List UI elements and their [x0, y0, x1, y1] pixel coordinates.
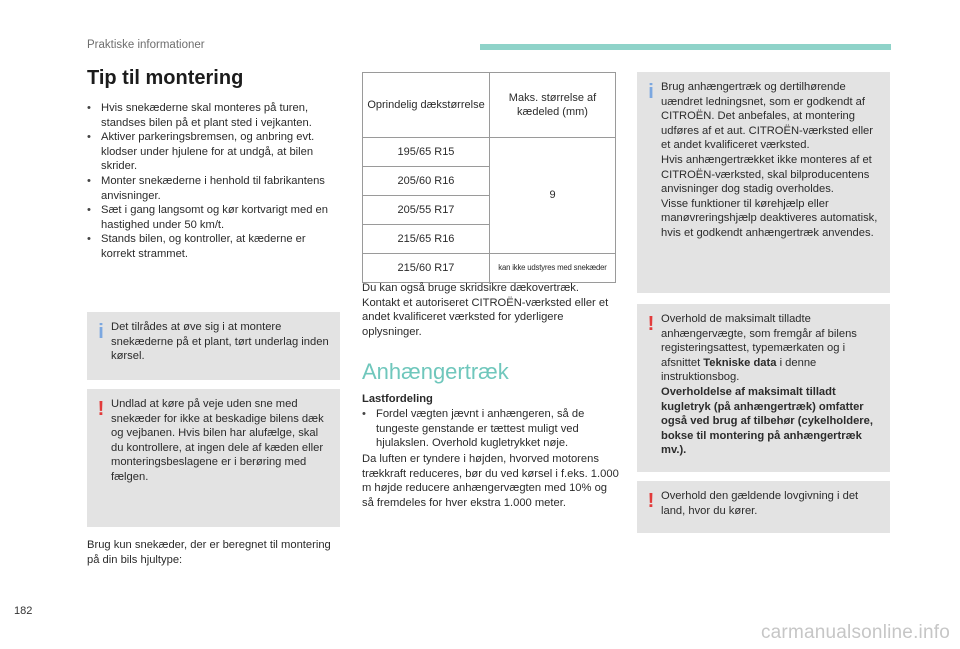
page-number: 182 — [14, 605, 33, 617]
info-icon: i — [98, 321, 104, 343]
altitude-text: Da luften er tyndere i højden, hvorved motorens trækkraft reduceres, bør du ved kørsel i f.eks. 1.000 m højde reducere anhængervægten med 10% og så fremdeles for hver ekstra 1.000 meter. — [362, 453, 619, 509]
warning-icon: ! — [647, 313, 655, 335]
warning-box-trailer-weights — [637, 304, 890, 472]
tire-size-cell: 205/60 R16 — [363, 167, 490, 196]
table-header-row — [363, 73, 616, 138]
list-item: • Monter snekæderne i henhold til fabrikantens anvisninger. — [87, 174, 325, 202]
warning-paragraph: Overhold de maksimalt tilladte anhængervægte, som fremgår af bilens registeringsattest, typemærkaten og i afsnittet Tekniske data i denne instruktionsbog. — [661, 313, 857, 384]
info-icon: i — [648, 81, 654, 103]
warning-box-text: Undlad at køre på veje uden sne med snekæder for ikke at beskadige bilens dæk og vejbanen. Hvis bilen har alufælge, skal du kontrollere, at ingen dele af kæden eller monteringsbeslagene er i berøring med fælgen. — [111, 398, 324, 483]
tire-size-cell: 215/65 R16 — [363, 225, 490, 254]
table-row — [363, 254, 616, 283]
section-header-label: Praktiske informationer — [87, 39, 205, 51]
list-item: • Sæt i gang langsomt og kør kortvarigt med en hastighed under 50 km/t. — [87, 204, 328, 231]
info-paragraph: Hvis anhængertrækket ikke monteres af et CITROËN-værksted, skal bilproducentens anvisninger dog stadig overholdes. — [661, 153, 872, 196]
mounting-steps-list — [87, 101, 342, 262]
section-title-towbar: Anhængertræk — [362, 359, 509, 384]
bullet-icon: • — [87, 102, 91, 114]
watermark: carmanualsonline.info — [760, 622, 950, 644]
column-header-link-size: Maks. størrelse af kædeled (mm) — [490, 73, 616, 138]
subheading-load-distribution: Lastfordeling — [362, 393, 433, 405]
bullet-icon: • — [362, 408, 366, 420]
bullet-icon: • — [87, 131, 91, 144]
bullet-icon: • — [87, 204, 91, 217]
list-item: • Aktiver parkeringsbremsen, og anbring evt. klodser under hjulene for at undgå, at bilen skrider. — [87, 131, 315, 173]
warning-box-text: Overhold den gældende lovgivning i det land, hvor du kører. — [661, 490, 859, 517]
warning-bold-paragraph: Overholdelse af maksimalt tilladt kugletryk (på anhængertræk) omfatter også ved brug af tilbehør (cykelholdere, bokse til montering på anhængertræk mv.). — [661, 385, 873, 457]
info-box-text — [661, 80, 882, 241]
snow-socks-text: Du kan også bruge skridsikre dækovertræk. Kontakt et autoriseret CITROËN-værksted eller et andet kvalificeret værksted for yderligere oplysninger. — [362, 282, 609, 338]
warning-icon: ! — [97, 398, 105, 420]
tire-size-cell: 195/65 R15 — [363, 138, 490, 167]
load-distribution-list — [362, 407, 620, 451]
warning-box-text — [661, 312, 882, 458]
cross-reference: Tekniske data — [703, 356, 777, 369]
warning-box-snow-chains — [87, 389, 340, 527]
page-title: Tip til montering — [87, 67, 244, 89]
tire-size-cell: 205/55 R17 — [363, 196, 490, 225]
tire-size-table — [362, 72, 616, 283]
section-header-bar — [480, 44, 891, 50]
column-header-tire-size: Oprindelig dækstørrelse — [363, 73, 490, 138]
list-item: • Stands bilen, og kontroller, at kæderne er korrekt strammet. — [87, 233, 306, 260]
link-size-cell: 9 — [490, 138, 616, 254]
bullet-icon: • — [87, 174, 91, 187]
warning-icon: ! — [647, 490, 655, 512]
info-box-towbar — [637, 72, 890, 293]
tire-size-cell: 215/60 R17 — [363, 254, 490, 283]
chains-usage-text: Brug kun snekæder, der er beregnet til montering på din bils hjultype: — [87, 539, 331, 566]
list-item: • Hvis snekæderne skal monteres på turen, standses bilen på et plant sted i vejkanten. — [87, 102, 312, 129]
info-paragraph: Brug anhængertræk og dertilhørende uændret ledningsnet, som er godkendt af CITROËN. Det anbefales, at montering udføres af et aut. CITROËN-værksted eller et andet kvalificeret værksted. — [661, 81, 874, 152]
info-box-text: Det tilrådes at øve sig i at montere snekæderne på et plant, tørt underlag inden kørsel. — [111, 321, 329, 363]
warning-box-legislation — [637, 481, 890, 533]
list-item: • Fordel vægten jævnt i anhængeren, så de tungeste genstande er tættest muligt ved hjulakslen. Overhold kugletrykket nøje. — [362, 408, 585, 450]
table-row — [363, 138, 616, 167]
bullet-icon: • — [87, 233, 91, 246]
not-compatible-note: kan ikke udstyres med snekæder — [490, 254, 616, 283]
info-box-practice — [87, 312, 340, 380]
info-paragraph: Visse funktioner til kørehjælp eller manøvreringshjælp deaktiveres automatisk, hvis et godkendt anhængertræk anvendes. — [661, 197, 878, 239]
